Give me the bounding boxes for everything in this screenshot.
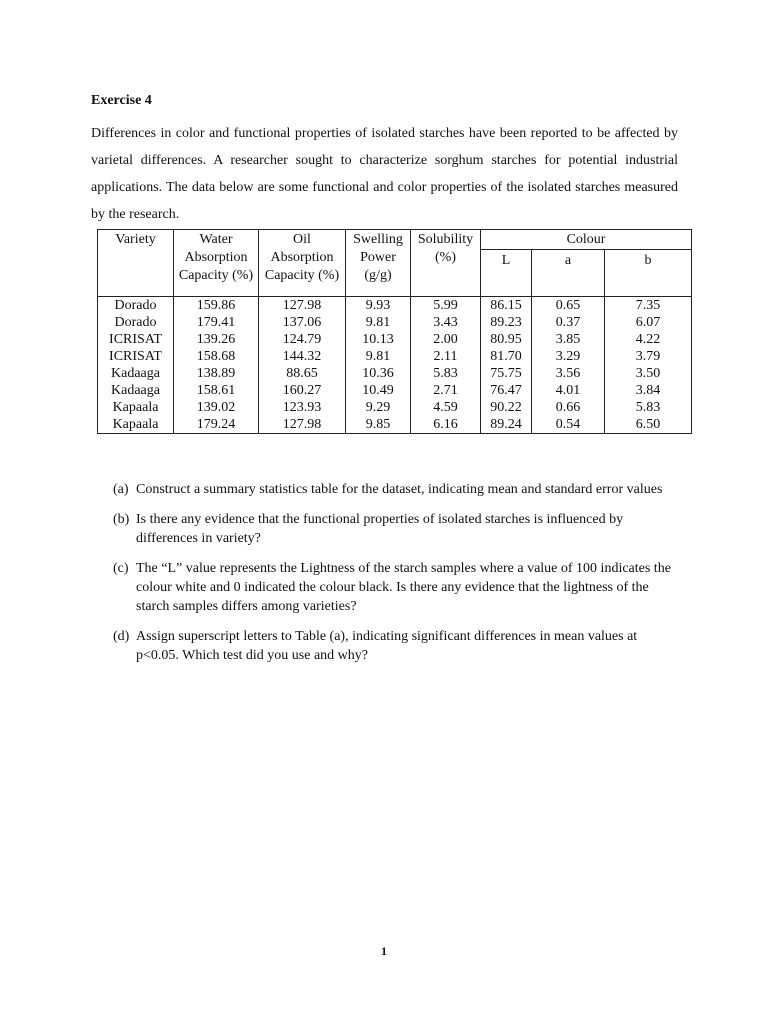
cell-solubility: 2.71	[411, 382, 481, 399]
cell-colour-l: 86.15	[481, 297, 532, 315]
cell-solubility: 3.43	[411, 314, 481, 331]
page-number: 1	[381, 944, 387, 958]
cell-variety: Kapaala	[98, 416, 174, 434]
question-item	[113, 510, 683, 548]
question-item	[113, 559, 683, 616]
cell-water-absorption: 158.61	[174, 382, 259, 399]
intro-paragraph: Differences in color and functional properties of isolated starches have been reported to be affected by varietal differences. A researcher sought to characterize sorghum starches for potential industrial applications. The data below are some functional and color properties of the isolated starches measured by the research.	[91, 126, 678, 222]
cell-oil-absorption: 127.98	[259, 416, 346, 434]
question-label: (a)	[113, 482, 129, 497]
cell-solubility: 2.00	[411, 331, 481, 348]
cell-colour-b: 6.50	[605, 416, 692, 434]
cell-colour-a: 0.37	[532, 314, 605, 331]
header-water-absorption: Water Absorption Capacity (%)	[174, 230, 259, 297]
cell-colour-l: 89.23	[481, 314, 532, 331]
cell-water-absorption: 158.68	[174, 348, 259, 365]
cell-colour-l: 76.47	[481, 382, 532, 399]
question-item	[113, 627, 683, 665]
header-oil-absorption: Oil Absorption Capacity (%)	[259, 230, 346, 297]
cell-swelling-power: 9.93	[346, 297, 411, 315]
table-row	[98, 331, 692, 348]
cell-colour-b: 4.22	[605, 331, 692, 348]
table-row	[98, 416, 692, 434]
question-text: The “L” value represents the Lightness of the starch samples where a value of 100 indicates the colour white and 0 indicated the colour black. Is there any evidence that the lightness of the starch samples differs among varieties?	[136, 561, 671, 614]
question-label: (d)	[113, 629, 130, 644]
cell-variety: ICRISAT	[98, 331, 174, 348]
cell-colour-a: 4.01	[532, 382, 605, 399]
cell-variety: Dorado	[98, 297, 174, 315]
cell-variety: Kadaaga	[98, 382, 174, 399]
question-text: Is there any evidence that the functional properties of isolated starches is influenced by differences in variety?	[136, 512, 624, 546]
cell-variety: Kapaala	[98, 399, 174, 416]
cell-colour-l: 89.24	[481, 416, 532, 434]
header-swelling-power: Swelling Power (g/g)	[346, 230, 411, 297]
cell-oil-absorption: 124.79	[259, 331, 346, 348]
cell-oil-absorption: 127.98	[259, 297, 346, 315]
table-row	[98, 348, 692, 365]
cell-oil-absorption: 160.27	[259, 382, 346, 399]
cell-swelling-power: 10.36	[346, 365, 411, 382]
cell-colour-l: 80.95	[481, 331, 532, 348]
cell-swelling-power: 10.49	[346, 382, 411, 399]
cell-variety: Dorado	[98, 314, 174, 331]
cell-water-absorption: 159.86	[174, 297, 259, 315]
cell-oil-absorption: 123.93	[259, 399, 346, 416]
table-row	[98, 399, 692, 416]
cell-water-absorption: 179.24	[174, 416, 259, 434]
starch-properties-table	[97, 229, 692, 434]
cell-solubility: 2.11	[411, 348, 481, 365]
cell-colour-b: 3.50	[605, 365, 692, 382]
cell-colour-b: 7.35	[605, 297, 692, 315]
cell-colour-b: 3.84	[605, 382, 692, 399]
cell-colour-a: 0.66	[532, 399, 605, 416]
cell-colour-b: 3.79	[605, 348, 692, 365]
question-text: Construct a summary statistics table for the dataset, indicating mean and standard error values	[136, 482, 663, 497]
cell-swelling-power: 9.81	[346, 348, 411, 365]
cell-variety: Kadaaga	[98, 365, 174, 382]
cell-oil-absorption: 88.65	[259, 365, 346, 382]
cell-solubility: 5.99	[411, 297, 481, 315]
header-colour-b: b	[605, 250, 692, 297]
header-solubility: Solubility (%)	[411, 230, 481, 297]
header-colour-l: L	[481, 250, 532, 297]
header-colour-a: a	[532, 250, 605, 297]
cell-oil-absorption: 137.06	[259, 314, 346, 331]
cell-colour-a: 3.29	[532, 348, 605, 365]
header-colour: Colour	[481, 230, 692, 250]
questions-list	[113, 480, 683, 676]
cell-swelling-power: 9.81	[346, 314, 411, 331]
exercise-heading: Exercise 4	[91, 93, 152, 108]
cell-colour-a: 3.85	[532, 331, 605, 348]
cell-water-absorption: 139.02	[174, 399, 259, 416]
table-row	[98, 297, 692, 315]
question-label: (c)	[113, 561, 129, 576]
cell-colour-b: 5.83	[605, 399, 692, 416]
header-variety: Variety	[98, 230, 174, 297]
table-row	[98, 382, 692, 399]
cell-water-absorption: 138.89	[174, 365, 259, 382]
cell-colour-a: 0.54	[532, 416, 605, 434]
table-row	[98, 314, 692, 331]
cell-colour-l: 81.70	[481, 348, 532, 365]
cell-solubility: 5.83	[411, 365, 481, 382]
cell-colour-a: 0.65	[532, 297, 605, 315]
cell-solubility: 6.16	[411, 416, 481, 434]
question-label: (b)	[113, 512, 130, 527]
cell-swelling-power: 9.85	[346, 416, 411, 434]
cell-oil-absorption: 144.32	[259, 348, 346, 365]
cell-colour-l: 75.75	[481, 365, 532, 382]
cell-swelling-power: 9.29	[346, 399, 411, 416]
table-row	[98, 365, 692, 382]
table-body	[98, 297, 692, 434]
cell-swelling-power: 10.13	[346, 331, 411, 348]
cell-colour-b: 6.07	[605, 314, 692, 331]
cell-variety: ICRISAT	[98, 348, 174, 365]
question-item	[113, 480, 683, 499]
cell-colour-l: 90.22	[481, 399, 532, 416]
cell-water-absorption: 179.41	[174, 314, 259, 331]
cell-solubility: 4.59	[411, 399, 481, 416]
cell-colour-a: 3.56	[532, 365, 605, 382]
cell-water-absorption: 139.26	[174, 331, 259, 348]
question-text: Assign superscript letters to Table (a), indicating significant differences in mean values at p<0.05. Which test did you use and why?	[136, 629, 638, 663]
